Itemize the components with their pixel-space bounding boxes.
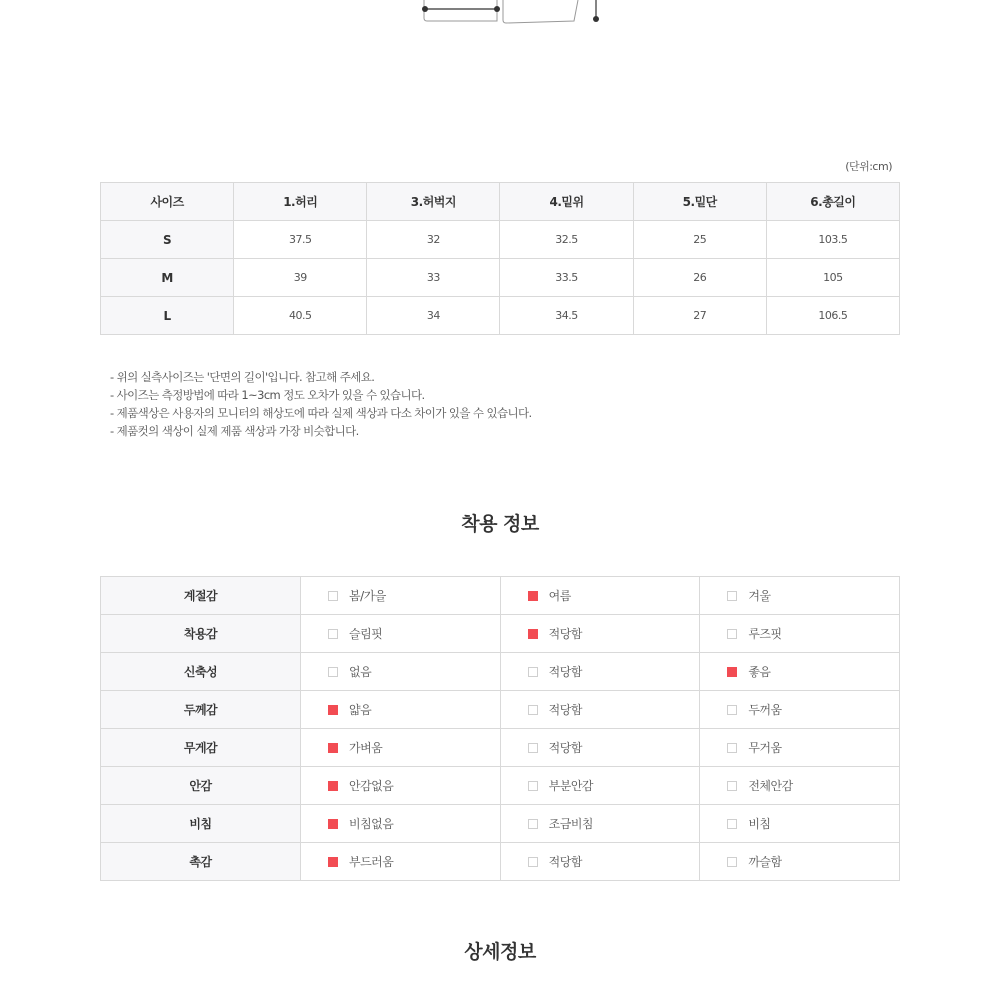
wear-option-cell [700, 767, 900, 805]
wear-option [501, 777, 700, 794]
unchecked-box-icon [727, 629, 737, 639]
size-value: 34.5 [500, 297, 633, 335]
size-row [101, 297, 900, 335]
size-value: 34 [367, 297, 500, 335]
size-table [100, 182, 900, 335]
wear-option [700, 663, 899, 680]
unchecked-box-icon [727, 781, 737, 791]
wear-category: 착용감 [101, 615, 301, 653]
wear-option [700, 853, 899, 870]
wear-option-cell [301, 767, 501, 805]
wear-option [700, 815, 899, 832]
wear-option-label: 전체안감 [748, 779, 793, 793]
wear-option-cell [700, 805, 900, 843]
size-table-header: 사이즈 [101, 183, 234, 221]
unchecked-box-icon [727, 819, 737, 829]
size-value: 33 [367, 259, 500, 297]
size-value: 106.5 [766, 297, 899, 335]
wear-category: 신축성 [101, 653, 301, 691]
unchecked-box-icon [528, 857, 538, 867]
note-item: - 제품색상은 사용자의 모니터의 해상도에 따라 실제 색상과 다소 차이가 있을 수 있습니다. [110, 406, 532, 420]
unchecked-box-icon [328, 591, 338, 601]
wear-option-label: 봄/가을 [349, 589, 386, 603]
unchecked-box-icon [727, 591, 737, 601]
wear-option [700, 625, 899, 642]
size-value: 39 [234, 259, 367, 297]
unchecked-box-icon [328, 629, 338, 639]
size-value: 37.5 [234, 221, 367, 259]
wear-option-cell [301, 805, 501, 843]
wear-option [501, 815, 700, 832]
wear-option-cell [301, 653, 501, 691]
wear-row [101, 691, 900, 729]
wear-category: 비침 [101, 805, 301, 843]
wear-option-label: 부드러움 [349, 855, 394, 869]
wear-option-label: 여름 [548, 589, 571, 603]
wear-option-cell [500, 843, 700, 881]
wear-option-cell [301, 843, 501, 881]
wear-option-label: 적당함 [548, 741, 582, 755]
wear-option-cell [500, 805, 700, 843]
size-value: 32.5 [500, 221, 633, 259]
wear-category: 계절감 [101, 577, 301, 615]
wear-option-label: 가벼움 [349, 741, 383, 755]
wear-option-label: 비침없음 [349, 817, 394, 831]
checked-box-icon [328, 781, 338, 791]
wear-option [301, 815, 500, 832]
unchecked-box-icon [727, 743, 737, 753]
size-value: 103.5 [766, 221, 899, 259]
wear-option-cell [700, 691, 900, 729]
wear-category: 두께감 [101, 691, 301, 729]
size-label: M [101, 259, 234, 297]
wear-option-cell [500, 615, 700, 653]
wear-option-cell [301, 615, 501, 653]
size-value: 26 [633, 259, 766, 297]
wear-option-label: 얇음 [349, 703, 372, 717]
wear-option [700, 587, 899, 604]
wear-option-cell [301, 729, 501, 767]
wear-option-cell [700, 843, 900, 881]
wear-row [101, 767, 900, 805]
wear-info-table [100, 576, 900, 881]
wear-row [101, 843, 900, 881]
checked-box-icon [328, 857, 338, 867]
size-label: L [101, 297, 234, 335]
wear-option-label: 안감없음 [349, 779, 394, 793]
wear-option-label: 없음 [349, 665, 372, 679]
size-label: S [101, 221, 234, 259]
unchecked-box-icon [528, 743, 538, 753]
wear-option-cell [500, 767, 700, 805]
checked-box-icon [727, 667, 737, 677]
wear-option-label: 겨울 [748, 589, 771, 603]
unchecked-box-icon [528, 819, 538, 829]
wear-option [700, 701, 899, 718]
wear-option [501, 663, 700, 680]
unchecked-box-icon [328, 667, 338, 677]
size-value: 40.5 [234, 297, 367, 335]
wear-option [301, 777, 500, 794]
size-table-header: 4.밑위 [500, 183, 633, 221]
wear-category: 무게감 [101, 729, 301, 767]
wear-option-cell [500, 653, 700, 691]
wear-option-label: 조금비침 [548, 817, 594, 831]
unchecked-box-icon [528, 781, 538, 791]
wear-option [501, 853, 700, 870]
wear-option-label: 적당함 [548, 703, 582, 717]
wear-option-cell [500, 729, 700, 767]
wear-category: 안감 [101, 767, 301, 805]
checked-box-icon [328, 819, 338, 829]
checked-box-icon [528, 629, 538, 639]
measurement-diagram [0, 0, 1000, 30]
wear-option [301, 587, 500, 604]
size-value: 105 [766, 259, 899, 297]
size-table-header: 3.허벅지 [367, 183, 500, 221]
unchecked-box-icon [528, 667, 538, 677]
wear-category: 촉감 [101, 843, 301, 881]
checked-box-icon [528, 591, 538, 601]
wear-option-label: 루즈핏 [748, 627, 782, 641]
note-item: - 제품컷의 색상이 실제 제품 색상과 가장 비슷합니다. [110, 424, 359, 438]
note-item: - 위의 실측사이즈는 '단면의 길이'입니다. 참고해 주세요. [110, 370, 375, 384]
size-value: 25 [633, 221, 766, 259]
size-row [101, 259, 900, 297]
wear-option-label: 적당함 [548, 665, 582, 679]
size-table-header-row [101, 183, 900, 221]
wear-option [501, 587, 700, 604]
size-table-header: 1.허리 [234, 183, 367, 221]
wear-option [700, 739, 899, 756]
unchecked-box-icon [528, 705, 538, 715]
wear-row [101, 653, 900, 691]
wear-option-cell [301, 577, 501, 615]
wear-option [301, 701, 500, 718]
wear-option-label: 슬림핏 [349, 627, 383, 641]
wear-option [501, 625, 700, 642]
wear-option [700, 777, 899, 794]
wear-option-label: 두꺼움 [748, 703, 782, 717]
size-table-header: 6.총길이 [766, 183, 899, 221]
wear-option-label: 적당함 [548, 627, 582, 641]
wear-option [301, 853, 500, 870]
wear-option-label: 적당함 [548, 855, 582, 869]
size-row [101, 221, 900, 259]
wear-option [301, 663, 500, 680]
wear-row [101, 615, 900, 653]
wear-option-label: 까슬함 [748, 855, 782, 869]
size-notes [110, 368, 532, 440]
wear-option-cell [700, 729, 900, 767]
wear-option [501, 701, 700, 718]
wear-option [501, 739, 700, 756]
unchecked-box-icon [727, 705, 737, 715]
wear-option-label: 무거움 [748, 741, 782, 755]
wear-option-cell [500, 691, 700, 729]
wear-option-label: 비침 [748, 817, 771, 831]
wear-row [101, 729, 900, 767]
size-value: 27 [633, 297, 766, 335]
size-value: 32 [367, 221, 500, 259]
wear-option-cell [700, 653, 900, 691]
checked-box-icon [328, 743, 338, 753]
wear-option-label: 좋음 [748, 665, 771, 679]
detail-info-title: 상세정보 [464, 941, 536, 963]
wear-row [101, 805, 900, 843]
wear-option [301, 625, 500, 642]
wear-option-cell [700, 615, 900, 653]
checked-box-icon [328, 705, 338, 715]
unit-label: (단위:cm) [845, 160, 892, 173]
wear-option [301, 739, 500, 756]
note-item: - 사이즈는 측정방법에 따라 1~3cm 정도 오차가 있을 수 있습니다. [110, 388, 425, 402]
wear-info-title: 착용 정보 [461, 513, 539, 535]
wear-option-cell [700, 577, 900, 615]
size-table-header: 5.밑단 [633, 183, 766, 221]
unchecked-box-icon [727, 857, 737, 867]
size-value: 33.5 [500, 259, 633, 297]
wear-row [101, 577, 900, 615]
wear-option-label: 부분안감 [548, 779, 594, 793]
wear-option-cell [301, 691, 501, 729]
wear-option-cell [500, 577, 700, 615]
